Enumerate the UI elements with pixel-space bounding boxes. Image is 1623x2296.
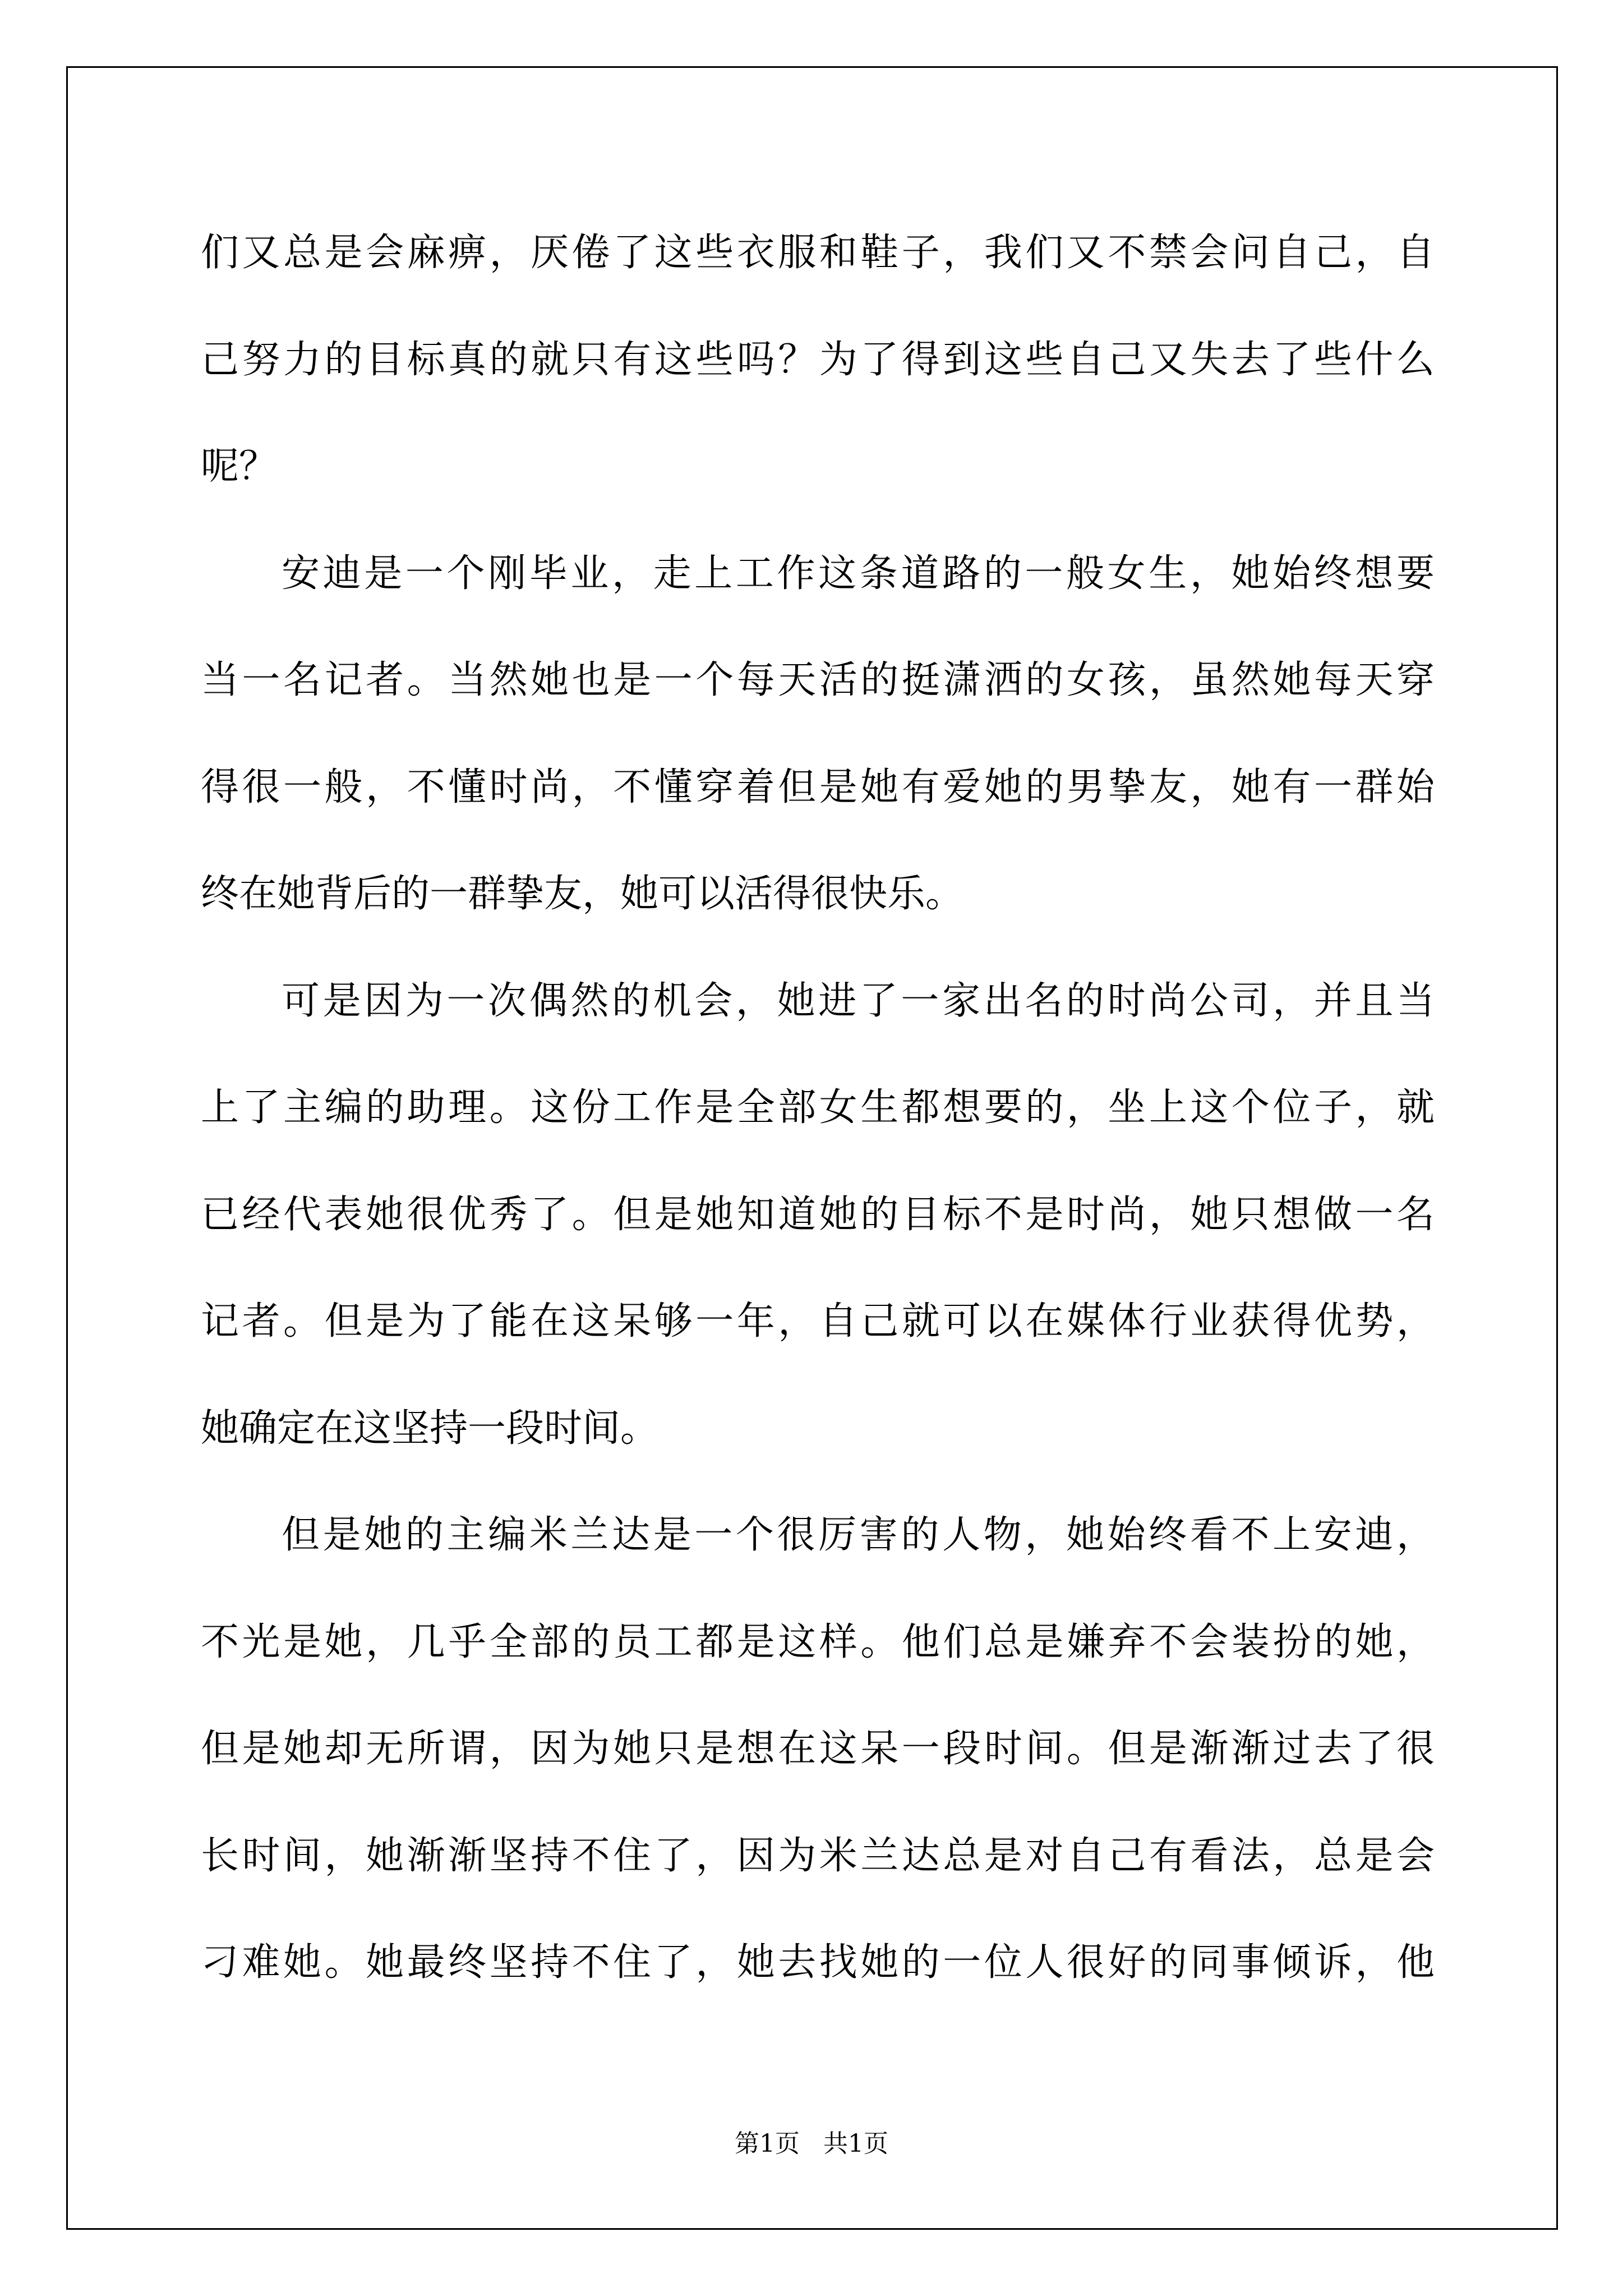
text-line: 可是因为一次偶然的机会，她进了一家出名的时尚公司，并且当 [282,978,1435,1023]
page-footer: 第1页 共1页 [735,2129,888,2158]
text-line: 但是她却无所谓，因为她只是想在这呆一段时间。但是渐渐过去了很 [201,1727,1435,1771]
text-line: 当一名记者。当然她也是一个每天活的挺潇洒的女孩，虽然她每天穿 [201,658,1435,702]
text-line: 呢？ [201,444,278,489]
text-line: 得很一般，不懂时尚，不懂穿着但是她有爱她的男挚友，她有一群始 [201,765,1435,809]
text-line: 上了主编的助理。这份工作是全部女生都想要的，坐上这个位子，就 [201,1085,1435,1130]
text-line: 刁难她。她最终坚持不住了，她去找她的一位人很好的同事倾诉，他 [201,1940,1435,1985]
text-line: 记者。但是为了能在这呆够一年，自己就可以在媒体行业获得优势， [201,1299,1435,1343]
text-line: 终在她背后的一群挚友，她可以活得很快乐。 [201,872,964,916]
document-body [201,200,1435,2017]
text-line: 们又总是会麻痹，厌倦了这些衣服和鞋子，我们又不禁会问自己，自 [201,231,1435,275]
text-line: 但是她的主编米兰达是一个很厉害的人物，她始终看不上安迪， [282,1513,1435,1557]
text-line: 已经代表她很优秀了。但是她知道她的目标不是时尚，她只想做一名 [201,1192,1435,1237]
text-line: 不光是她，几乎全部的员工都是这样。他们总是嫌弃不会装扮的她， [201,1619,1435,1664]
text-line: 长时间，她渐渐坚持不住了，因为米兰达总是对自己有看法，总是会 [201,1833,1435,1878]
text-line: 安迪是一个刚毕业，走上工作这条道路的一般女生，她始终想要 [282,551,1435,596]
text-line: 己努力的目标真的就只有这些吗？为了得到这些自己又失去了些什么 [201,337,1435,382]
text-line: 她确定在这坚持一段时间。 [201,1406,659,1451]
